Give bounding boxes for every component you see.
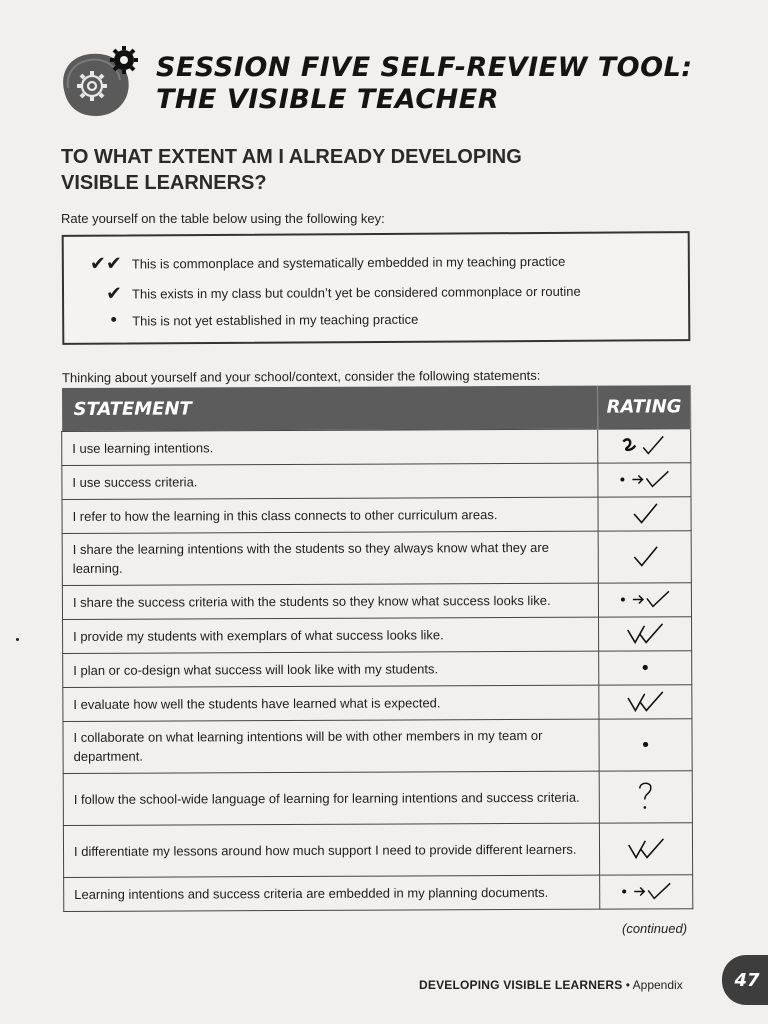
session-title-line2: THE VISIBLE TEACHER: [156, 84, 499, 115]
section-question: [61, 144, 621, 196]
check-icon: [599, 543, 691, 569]
table-row: [62, 428, 691, 465]
rating-cell: [599, 770, 692, 822]
footer-book-title: DEVELOPING VISIBLE LEARNERS: [419, 978, 623, 992]
session-title: [156, 52, 693, 116]
statement-cell: I refer to how the learning in this class connects to other curriculum areas.: [62, 497, 598, 533]
dot-arrow-check-icon: [598, 468, 690, 490]
dot-icon: [600, 737, 692, 751]
table-row: [63, 822, 692, 877]
rating-cell: [599, 684, 692, 718]
rating-cell: [598, 582, 691, 616]
question-icon: [600, 779, 692, 813]
rating-key-box: [62, 231, 691, 345]
table-header-row: [61, 385, 690, 431]
table-row: [64, 874, 693, 911]
footer-section: Appendix: [632, 978, 683, 992]
rating-cell: [599, 650, 692, 684]
statement-cell: I share the success criteria with the students so they know what success looks like.: [62, 583, 598, 619]
table-row: [62, 582, 691, 619]
statement-cell: I use learning intentions.: [62, 429, 598, 465]
statement-header: STATEMENT: [61, 386, 597, 431]
statement-cell: I provide my students with exemplars of what success looks like.: [63, 617, 599, 653]
dot-arrow-check-icon: [599, 588, 691, 610]
statement-table-wrap: [61, 385, 692, 911]
key-text: This exists in my class but couldn’t yet be considered commonplace or routine: [131, 283, 581, 301]
gear-rock-icon: [56, 42, 146, 122]
table-row: [63, 650, 692, 687]
session-title-line1: SESSION FIVE SELF-REVIEW TOOL:: [156, 52, 693, 83]
rating-header: RATING: [597, 385, 690, 428]
double-check-icon: ✔✔: [89, 252, 122, 275]
dot-icon: •: [109, 312, 119, 329]
rating-cell: [599, 616, 692, 650]
rating-cell: [600, 874, 693, 908]
statement-cell: I use success criteria.: [62, 463, 598, 499]
instruction-text: Rate yourself on the table below using the following key:: [61, 211, 385, 226]
thinking-text: Thinking about yourself and your school/context, consider the following statements:: [61, 367, 541, 386]
double-check-icon: [599, 620, 691, 646]
section-question-line1: TO WHAT EXTENT AM I ALREADY DEVELOPING: [61, 146, 522, 168]
rating-cell: [598, 496, 691, 530]
key-row-check: [64, 280, 581, 305]
dot-icon: [599, 660, 691, 674]
rating-cell: [599, 822, 692, 874]
rating-cell: [598, 462, 691, 496]
scribble-check-icon: [598, 433, 690, 457]
statement-cell: I differentiate my lessons around how much support I need to provide different learners.: [63, 823, 599, 877]
footer-separator: •: [622, 978, 633, 992]
check-icon: ✔: [106, 282, 123, 305]
statement-cell: I share the learning intentions with the students so they always know what they are learning.: [62, 531, 598, 585]
key-row-dot: [64, 311, 418, 329]
page-number: 47: [722, 955, 768, 1005]
key-text: This is commonplace and systematically embedded in my teaching practice: [131, 253, 566, 271]
statement-cell: I plan or co-design what success will look like with my students.: [63, 651, 599, 687]
section-question-line2: VISIBLE LEARNERS?: [61, 172, 267, 194]
table-row: [62, 530, 691, 585]
statement-cell: I follow the school-wide language of learning for learning intentions and success criteria.: [63, 771, 599, 825]
table-row: [62, 496, 691, 533]
table-row: [63, 718, 692, 773]
statement-cell: Learning intentions and success criteria are embedded in my planning documents.: [64, 875, 600, 911]
key-text: This is not yet established in my teaching practice: [132, 311, 419, 328]
double-check-icon: [599, 688, 691, 714]
check-icon: [598, 500, 690, 526]
table-row: [63, 684, 692, 721]
double-check-icon: [600, 835, 692, 861]
rating-cell: [598, 530, 691, 582]
continued-note: (continued): [622, 921, 688, 936]
table-row: [63, 616, 692, 653]
statement-cell: I evaluate how well the students have learned what is expected.: [63, 685, 599, 721]
rating-cell: [599, 718, 692, 770]
table-row: [62, 462, 691, 499]
table-row: [63, 770, 692, 825]
page-footer: [419, 978, 683, 992]
key-row-double-check: [64, 250, 566, 275]
statement-cell: I collaborate on what learning intentions will be with other members in my team or department.: [63, 719, 599, 773]
dot-arrow-check-icon: [600, 880, 692, 902]
rating-cell: [598, 428, 691, 462]
statement-table: [61, 385, 693, 911]
scan-speck: [16, 638, 19, 641]
